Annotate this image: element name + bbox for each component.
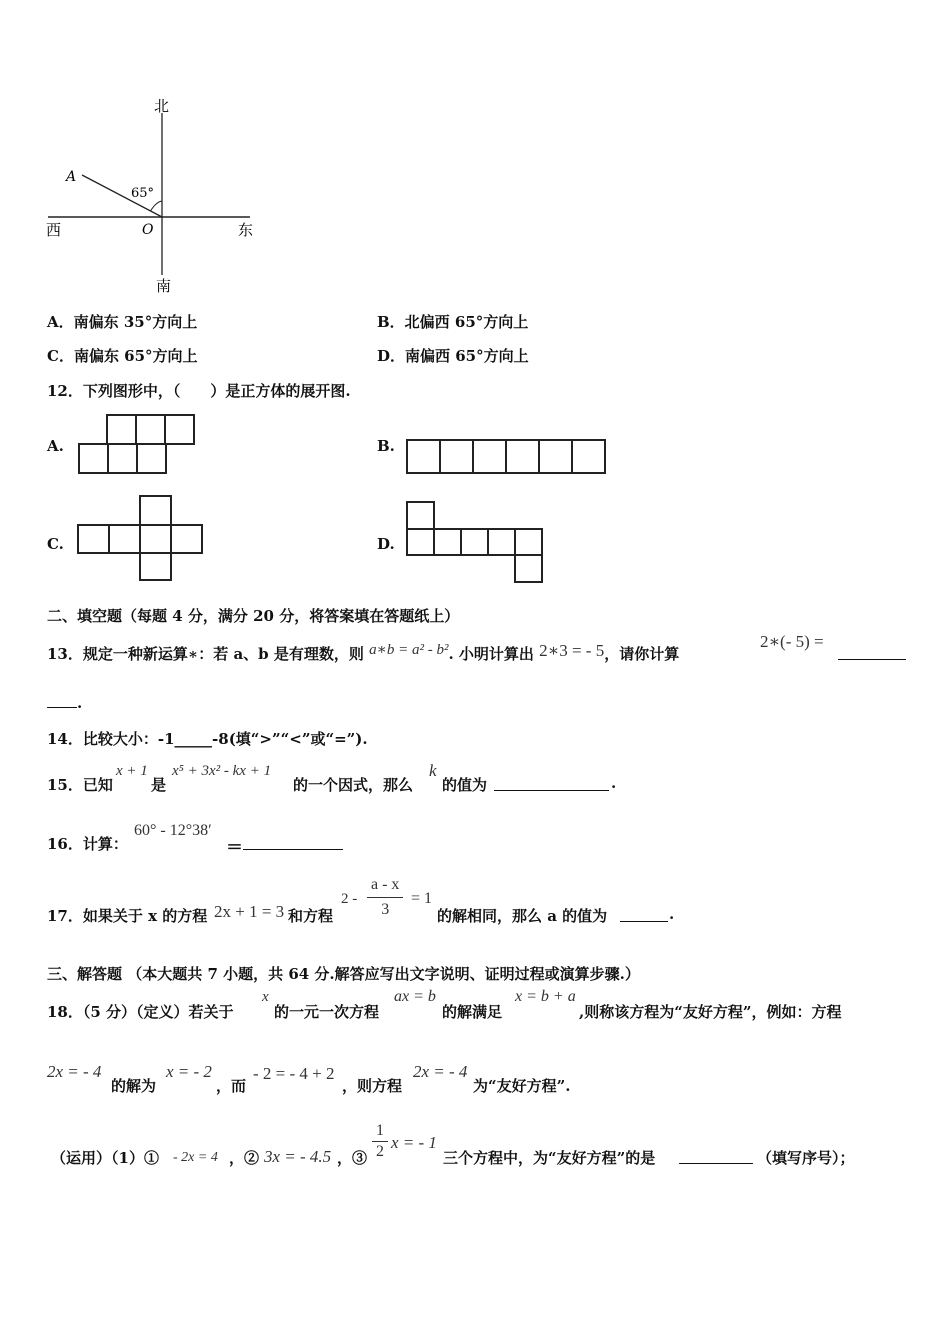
label-north: 北 [154,97,170,115]
angle-arc [151,201,163,211]
net-square [440,440,473,473]
q15-answer-blank[interactable] [494,776,609,791]
q14-text: 14．比较大小：-1_____-8(填“>”“<”或“=”). [47,730,368,748]
net-square [473,440,506,473]
q18-use-text-4: 三个方程中，为“友好方程”的是 [443,1149,656,1167]
q18-x: x [262,989,269,1005]
net-square [461,529,488,555]
label-point-a: A [66,169,77,185]
q18-example-equation-2: 2x = - 4 [413,1062,468,1081]
q18-text-2: 的一元一次方程 [274,1003,380,1021]
net-square [78,525,109,553]
net-square [165,415,194,444]
label-angle: 65° [131,186,155,201]
q15-text-4: 的值为 [442,776,488,794]
q17-fraction [367,876,403,918]
q16-text: 16．计算： [47,835,128,853]
q18-example-check: - 2 = - 4 + 2 [253,1064,335,1083]
q12-label-b: B. [377,437,395,455]
q18-text-6: ，而 [216,1077,247,1095]
q18-use-denominator: 2 [376,1142,384,1160]
q13-ask: 2∗(- 5) = [760,632,824,651]
q11-option-a: A．南偏东 35°方向上 [47,313,198,331]
net-square [488,529,515,555]
net-square [140,525,171,553]
label-south: 南 [156,277,172,295]
net-square [107,415,136,444]
net-square [515,529,542,555]
q18-use-eq-2: 3x = - 4.5 [264,1147,332,1166]
q17-equation-1: 2x + 1 = 3 [214,902,285,921]
net-square [140,553,171,580]
q18-text-8: 为“友好方程”. [473,1077,571,1095]
net-square [140,496,171,525]
q17-text-3: 的解相同，那么 a 的值为 [437,907,608,925]
q13-text-2: . 小明计算出 [448,645,534,663]
q15-text-1: 15．已知 [47,776,113,794]
net-square [137,444,166,473]
net-square [108,444,137,473]
compass-figure [40,95,270,300]
q13-answer-blank-cont[interactable] [47,693,77,708]
q18-use-text-5: （填写序号）； [757,1149,855,1167]
q16-equals: ＝ [226,838,243,858]
label-east: 东 [238,221,254,239]
q16-answer-blank[interactable] [243,835,343,850]
net-d [405,500,547,586]
q18-use-fraction [372,1122,388,1160]
q17-text-1: 17．如果关于 x 的方程 [47,907,208,925]
net-a [77,413,199,477]
label-origin: O [142,222,154,238]
q15-k: k [429,761,437,780]
net-c [75,494,207,584]
q13-example: 2∗3 = - 5 [539,641,605,660]
net-b [405,438,611,476]
q11-option-c: C．南偏东 65°方向上 [47,347,198,365]
q18-use-numerator: 1 [372,1122,388,1142]
net-square [539,440,572,473]
q15-polynomial: x⁵ + 3x² - kx + 1 [172,763,272,779]
q17-denominator: 3 [381,900,390,918]
q13-answer-blank[interactable] [838,645,906,660]
q18-solution: x = b + a [515,988,576,1005]
q15-text-3: 的一个因式，那么 [293,776,414,794]
q17-eq2-lead: 2 - [341,891,358,907]
q18-example-equation: 2x = - 4 [47,1062,102,1081]
q11-option-d: D．南偏西 65°方向上 [377,347,529,365]
q17-text-2: 和方程 [288,907,334,925]
q17-answer-blank[interactable] [620,907,668,922]
q16-expression: 60° - 12°38′ [134,822,212,839]
q18-use-answer-blank[interactable] [679,1149,753,1164]
net-square [79,444,108,473]
net-square [109,525,140,553]
net-square [407,440,440,473]
q17-numerator: a - x [367,876,403,898]
net-square [572,440,605,473]
q18-text-3: 的解满足 [442,1003,503,1021]
q18-text-1: 18．（5 分）（定义）若关于 [47,1003,234,1021]
q18-use-eq-1: - 2x = 4 [173,1150,218,1165]
q13-line [47,643,679,664]
q18-use-eq-3: x = - 1 [391,1133,437,1152]
q12-label-a: A. [47,437,64,455]
net-square [136,415,165,444]
q17-tail: . [669,905,675,923]
q13-line-2 [47,693,82,712]
net-square [434,529,461,555]
q11-option-b: B．北偏西 65°方向上 [377,313,529,331]
q12-label-d: D. [377,535,395,553]
q18-use-text-1: （运用）（1）① [51,1149,159,1167]
q17-eq2-rhs: = 1 [411,890,433,907]
net-square [506,440,539,473]
q18-equation: ax = b [394,988,436,1005]
q13-definition: a∗b = a² - b² [369,642,449,658]
q18-use-text-2: ，② [229,1149,260,1167]
q18-text-5: 的解为 [111,1077,157,1095]
q15-text-2: 是 [151,776,167,794]
q13-tail: . [77,694,83,712]
net-square [515,555,542,582]
net-square [407,529,434,555]
q18-text-7: ，则方程 [342,1077,403,1095]
section-2-heading: 二、填空题（每题 4 分，满分 20 分，将答案填在答题纸上） [47,607,460,625]
label-west: 西 [46,221,62,239]
q18-text-4: ,则称该方程为“友好方程”，例如：方程 [579,1003,842,1021]
q15-factor: x + 1 [116,763,148,779]
net-square [407,502,434,529]
q15-tail: . [611,774,617,792]
q13-text-1: 13．规定一种新运算∗：若 a、b 是有理数，则 [47,645,364,663]
q18-use-text-3: ，③ [337,1149,368,1167]
section-3-heading: 三、解答题 （本大题共 7 小题，共 64 分.解答应写出文字说明、证明过程或演算步骤.） [47,965,640,983]
net-square [171,525,202,553]
q13-text-3: ，请你计算 [604,645,680,663]
q12-stem: 12．下列图形中，（ ）是正方体的展开图. [47,382,351,400]
q18-example-solution: x = - 2 [166,1062,212,1081]
q12-label-c: C. [47,535,64,553]
